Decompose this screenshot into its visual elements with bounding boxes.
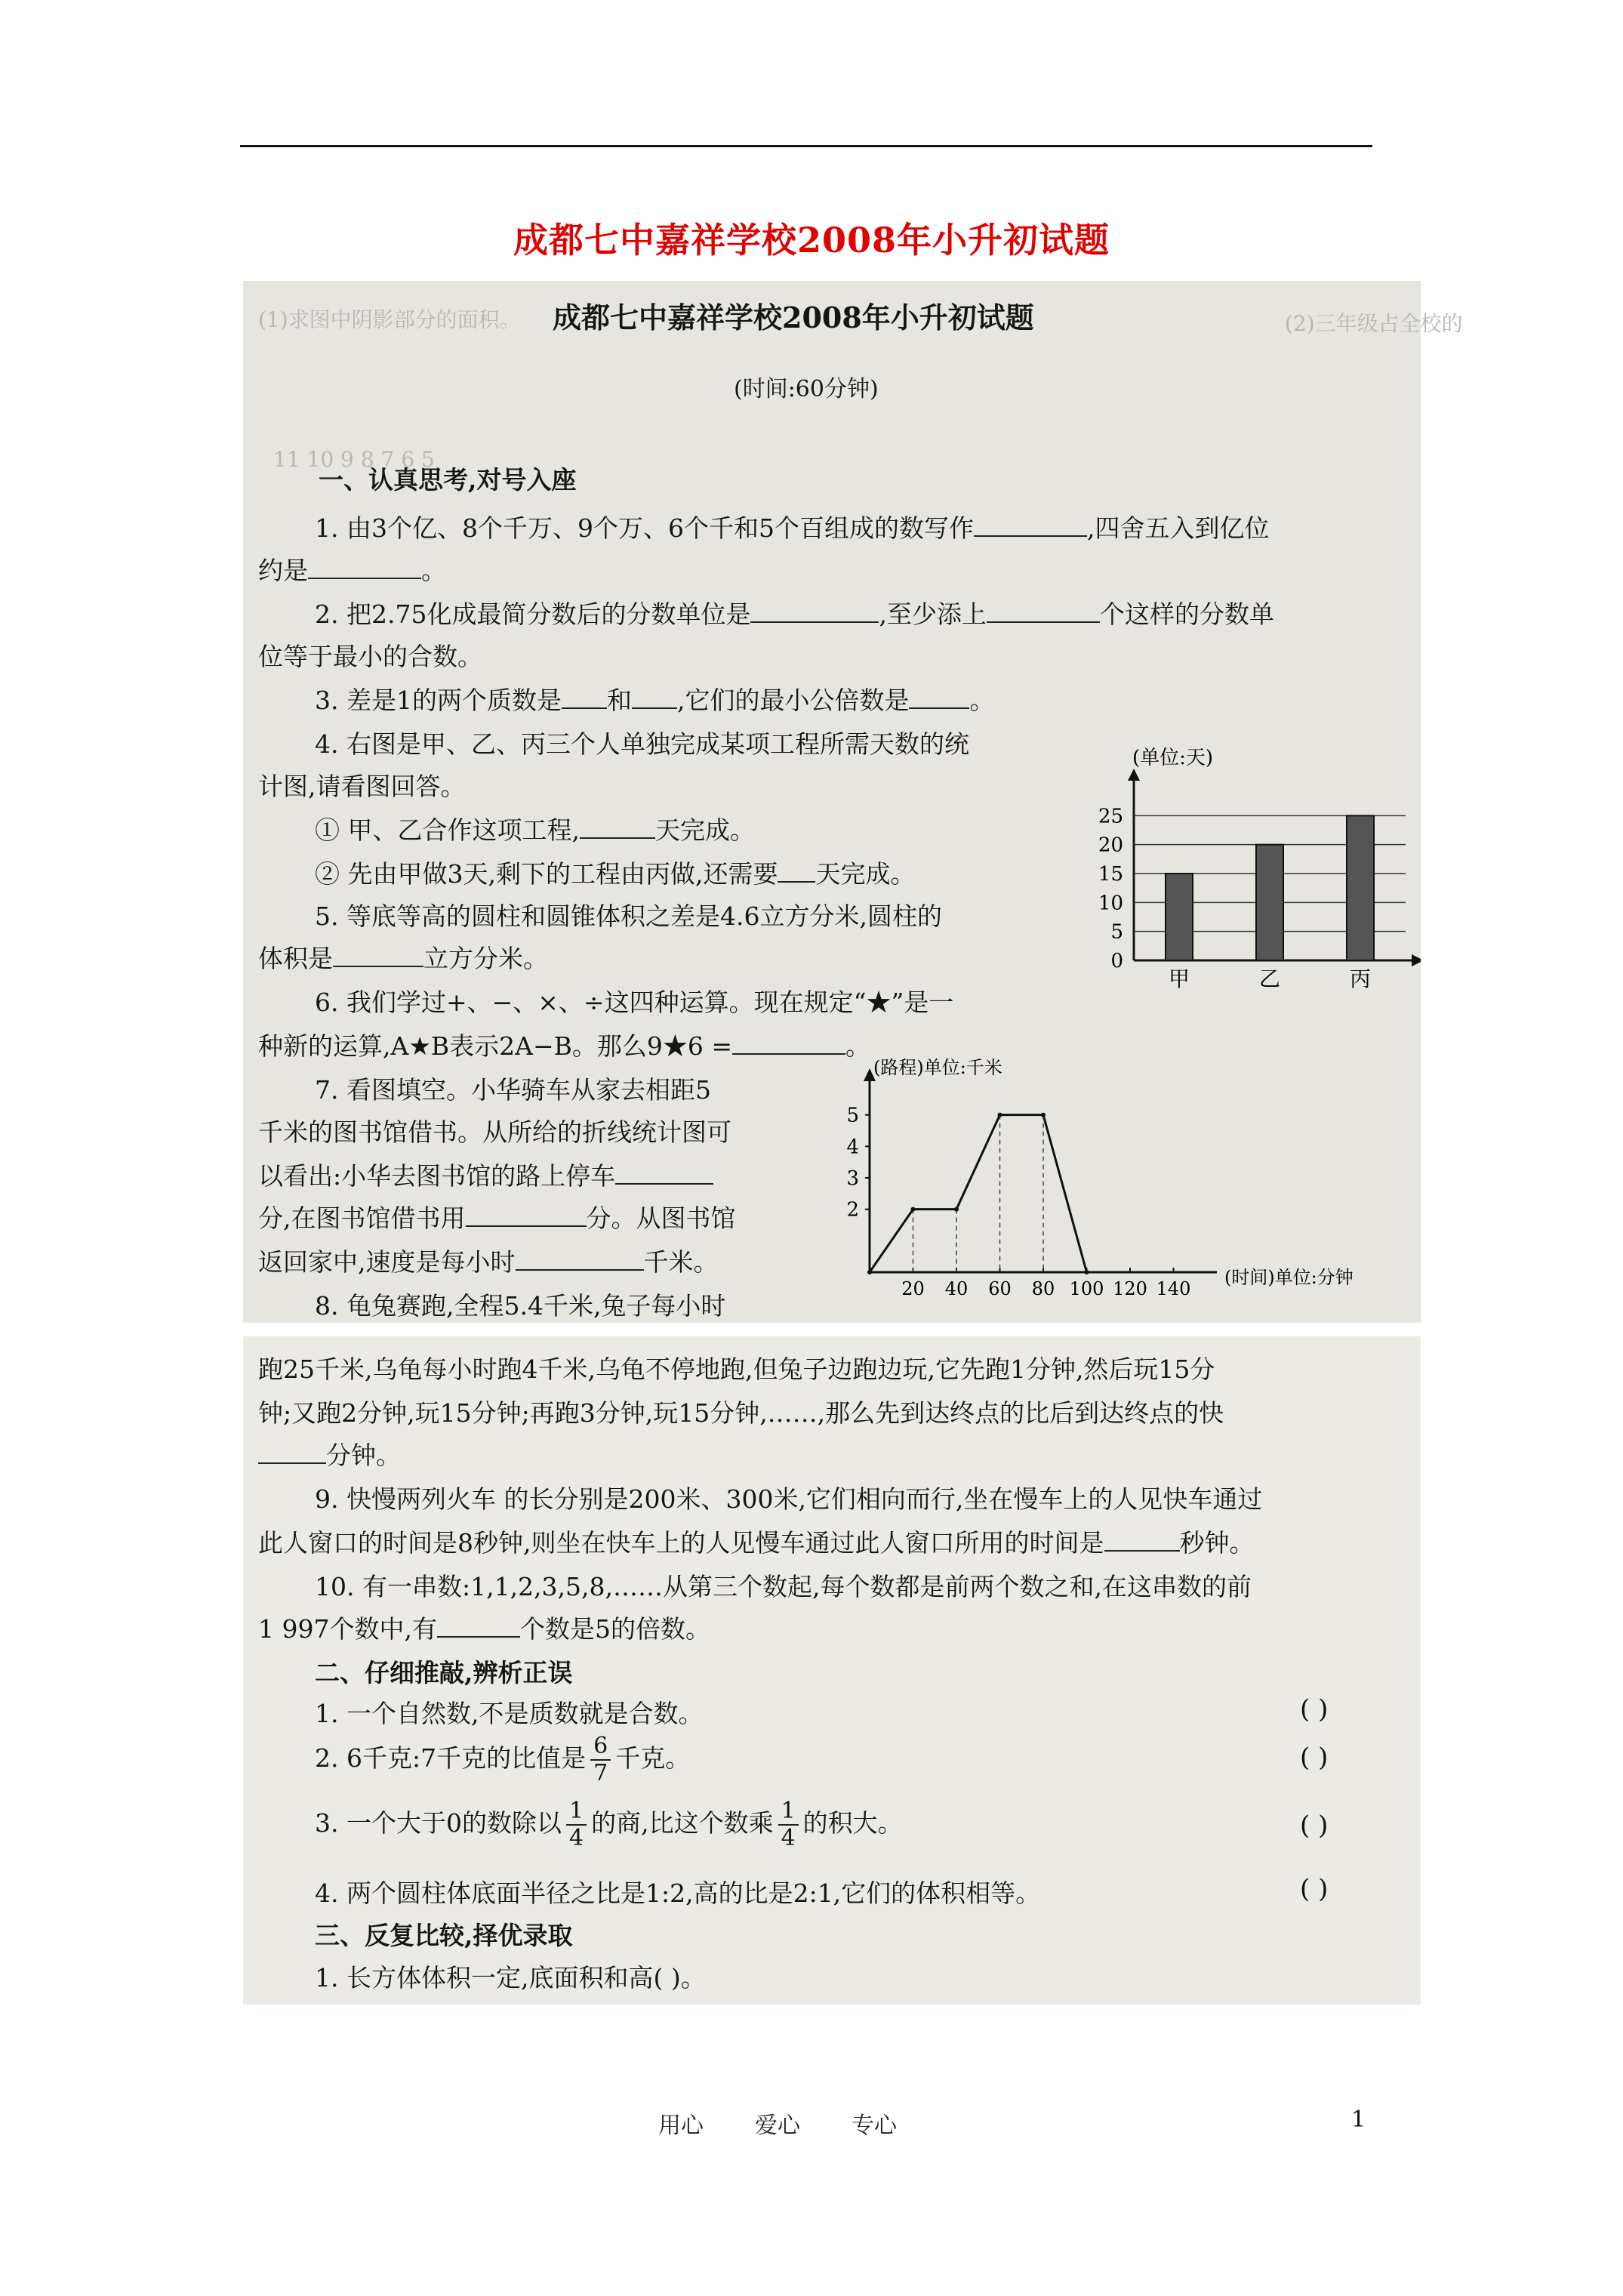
- bleed-through-text: (1)求图中阴影部分的面积。: [258, 307, 521, 332]
- x-tick-label: 100: [1069, 1278, 1104, 1299]
- question-8-cont: 跑25千米,乌龟每小时跑4千米,乌龟不停地跑,但兔子边跑边玩,它先跑1分钟,然后玩15分: [258, 1354, 1215, 1384]
- data-point: [998, 1113, 1002, 1117]
- question-4-line: 4. 右图是甲、乙、丙三个人单独完成某项工程所需天数的统: [315, 729, 969, 759]
- question-7-cont: 千米的图书馆借书。从所给的折线统计图可: [258, 1117, 731, 1147]
- fraction: $\frac{1}{4}$: [778, 1798, 799, 1851]
- y-tick-label: 0: [1110, 950, 1123, 972]
- x-tick-label: 140: [1156, 1278, 1191, 1299]
- question-2-cont: 位等于最小的合数。: [258, 642, 482, 671]
- fraction: $\frac{6}{7}$: [590, 1734, 611, 1786]
- chart-unit-label: (单位:天): [1132, 747, 1214, 769]
- question-8-line: 8. 龟兔赛跑,全程5.4千米,兔子每小时: [315, 1291, 726, 1321]
- distance-line: [870, 1115, 1087, 1272]
- x-tick-label: 40: [944, 1278, 969, 1299]
- y-tick-label: 15: [1098, 863, 1123, 886]
- question-4-cont: 计图,请看图回答。: [258, 772, 466, 801]
- x-axis-label: (时间)单位:分钟: [1224, 1267, 1354, 1288]
- y-tick-label: 10: [1098, 892, 1123, 915]
- page-number: 1: [1351, 2106, 1366, 2133]
- y-tick-label: 2: [846, 1198, 859, 1222]
- y-axis-label: (路程)单位:千米: [873, 1057, 1002, 1078]
- header-rule: [240, 145, 1372, 147]
- question-7-cont: 返回家中,速度是每小时 千米。: [258, 1247, 719, 1277]
- answer-blank[interactable]: [615, 1160, 713, 1185]
- footer-word: 专心: [852, 2113, 897, 2139]
- question-8-cont: 分钟。: [258, 1436, 401, 1472]
- question-4-part-1: ① 甲、乙合作这项工程, 天完成。: [315, 815, 755, 845]
- bleed-through-text: 11 10 9 8 7 6 5: [273, 447, 435, 472]
- scan-title: 成都七中嘉祥学校2008年小升初试题: [553, 300, 1034, 334]
- data-point: [867, 1270, 872, 1274]
- question-9-cont: 此人窗口的时间是8秒钟,则坐在快车上的人见慢车通过此人窗口所用的时间是 秒钟。: [258, 1528, 1255, 1558]
- x-axis-arrow: [1412, 954, 1421, 966]
- footer-word: 用心: [658, 2113, 704, 2139]
- answer-blank[interactable]: [974, 513, 1087, 537]
- question-9-line: 9. 快慢两列火车 的长分别是200米、300米,它们相向而行,坐在慢车上的人见快车通过: [315, 1484, 1263, 1514]
- section-heading: 二、仔细推敲,辨析正误: [315, 1658, 573, 1687]
- answer-blank[interactable]: [580, 815, 655, 839]
- x-tick-label: 丙: [1349, 966, 1372, 991]
- data-point: [1041, 1113, 1046, 1117]
- bar-乙: [1256, 845, 1283, 960]
- answer-blank[interactable]: [516, 1247, 644, 1271]
- x-tick-label: 60: [988, 1278, 1012, 1299]
- y-tick-label: 5: [1110, 920, 1123, 944]
- answer-blank[interactable]: [562, 685, 607, 709]
- question-6-cont: 种新的运算,A★B表示2A−B。那么9★6 = 。: [258, 1031, 871, 1061]
- bar-chart-days: [1073, 734, 1421, 991]
- answer-parentheses[interactable]: ( ): [1300, 1811, 1329, 1841]
- y-tick-label: 25: [1098, 805, 1123, 828]
- x-tick-label: 甲: [1168, 966, 1190, 991]
- x-tick-label: 乙: [1258, 966, 1281, 991]
- answer-blank[interactable]: [987, 599, 1100, 623]
- question-10-cont: 1 997个数中,有 个数是5的倍数。: [258, 1614, 710, 1644]
- answer-parentheses[interactable]: ( ): [1300, 1874, 1329, 1904]
- answer-blank[interactable]: [437, 1613, 520, 1638]
- judge-item-2: 2. 6千克:7千克的比值是 $\frac{6}{7}$ 千克。: [315, 1733, 691, 1786]
- y-tick-label: 5: [846, 1104, 859, 1127]
- question-7-line: 7. 看图填空。小华骑车从家去相距5: [315, 1075, 711, 1105]
- section-heading: 一、认真思考,对号入座: [319, 465, 577, 495]
- bar-甲: [1166, 874, 1193, 960]
- answer-blank[interactable]: [333, 943, 423, 967]
- answer-blank[interactable]: [732, 1031, 845, 1055]
- data-point: [954, 1207, 959, 1212]
- scanned-page-lower: [243, 1336, 1421, 2005]
- question-1-line: 1. 由3个亿、8个千万、9个万、6个千和5个百组成的数写作 ,四舍五入到亿位: [315, 513, 1270, 543]
- question-7-cont: 分,在图书馆借书用 分。从图书馆: [258, 1203, 736, 1233]
- question-1-cont: 约是 。: [258, 556, 446, 585]
- fraction: $\frac{1}{4}$: [566, 1798, 587, 1851]
- answer-parentheses[interactable]: ( ): [1300, 1694, 1329, 1724]
- judge-item-1: 1. 一个自然数,不是质数就是合数。: [315, 1699, 704, 1728]
- question-10-line: 10. 有一串数:1,1,2,3,5,8,……从第三个数起,每个数都是前两个数之和,在这串数的前: [315, 1572, 1252, 1601]
- y-tick-label: 20: [1098, 834, 1123, 857]
- bar-丙: [1347, 815, 1374, 960]
- question-5-cont: 体积是 立方分米。: [258, 944, 548, 973]
- footer-word: 爱心: [755, 2113, 800, 2139]
- x-tick-label: 80: [1031, 1278, 1055, 1299]
- judge-item-4: 4. 两个圆柱体底面半径之比是1:2,高的比是2:1,它们的体积相等。: [315, 1878, 1041, 1908]
- question-8-cont: 钟;又跑2分钟,玩15分钟;再跑3分钟,玩15分钟,……,那么先到达终点的比后到达终点的快: [258, 1398, 1224, 1428]
- page-title: 成都七中嘉祥学校2008年小升初试题: [513, 220, 1110, 260]
- question-6-line: 6. 我们学过+、−、×、÷这四种运算。现在规定“★”是一: [315, 988, 954, 1017]
- answer-blank[interactable]: [909, 685, 969, 709]
- answer-blank[interactable]: [632, 685, 677, 709]
- question-5-line: 5. 等底等高的圆柱和圆锥体积之差是4.6立方分米,圆柱的: [315, 901, 942, 931]
- y-tick-label: 4: [846, 1136, 859, 1159]
- question-7-cont: 以看出:小华去图书馆的路上停车: [258, 1157, 713, 1192]
- y-tick-label: 3: [846, 1167, 859, 1190]
- answer-blank[interactable]: [466, 1203, 587, 1227]
- answer-blank[interactable]: [778, 858, 815, 883]
- question-2-line: 2. 把2.75化成最简分数后的分数单位是 ,至少添上 个这样的分数单: [315, 599, 1274, 629]
- answer-blank[interactable]: [750, 599, 879, 623]
- question-4-part-2: ② 先由甲做3天,剩下的工程由丙做,还需要 天完成。: [315, 859, 916, 889]
- question-3-line: 3. 差是1的两个质数是 和 ,它们的最小公倍数是 。: [315, 686, 995, 715]
- answer-blank[interactable]: [258, 1440, 326, 1464]
- line-chart-distance-time: [802, 1057, 1421, 1321]
- choice-item-1: 1. 长方体体积一定,底面积和高( )。: [315, 1963, 706, 1992]
- bleed-through-text: (2)三年级占全校的: [1285, 311, 1463, 336]
- answer-blank[interactable]: [1104, 1527, 1180, 1552]
- data-point: [911, 1207, 916, 1212]
- x-tick-label: 120: [1113, 1278, 1147, 1299]
- data-point: [1085, 1270, 1089, 1274]
- scanned-page-upper: [243, 281, 1463, 1323]
- section-heading: 三、反复比较,择优录取: [315, 1921, 573, 1950]
- judge-item-3: 3. 一个大于0的数除以 $\frac{1}{4}$ 的商,比这个数乘 $\frac{1}{4}$ 的积大。: [315, 1798, 903, 1851]
- time-note: (时间:60分钟): [734, 376, 879, 402]
- y-axis-arrow: [1128, 769, 1140, 781]
- x-tick-label: 20: [901, 1278, 925, 1299]
- answer-parentheses[interactable]: ( ): [1300, 1743, 1329, 1773]
- answer-blank[interactable]: [308, 555, 421, 579]
